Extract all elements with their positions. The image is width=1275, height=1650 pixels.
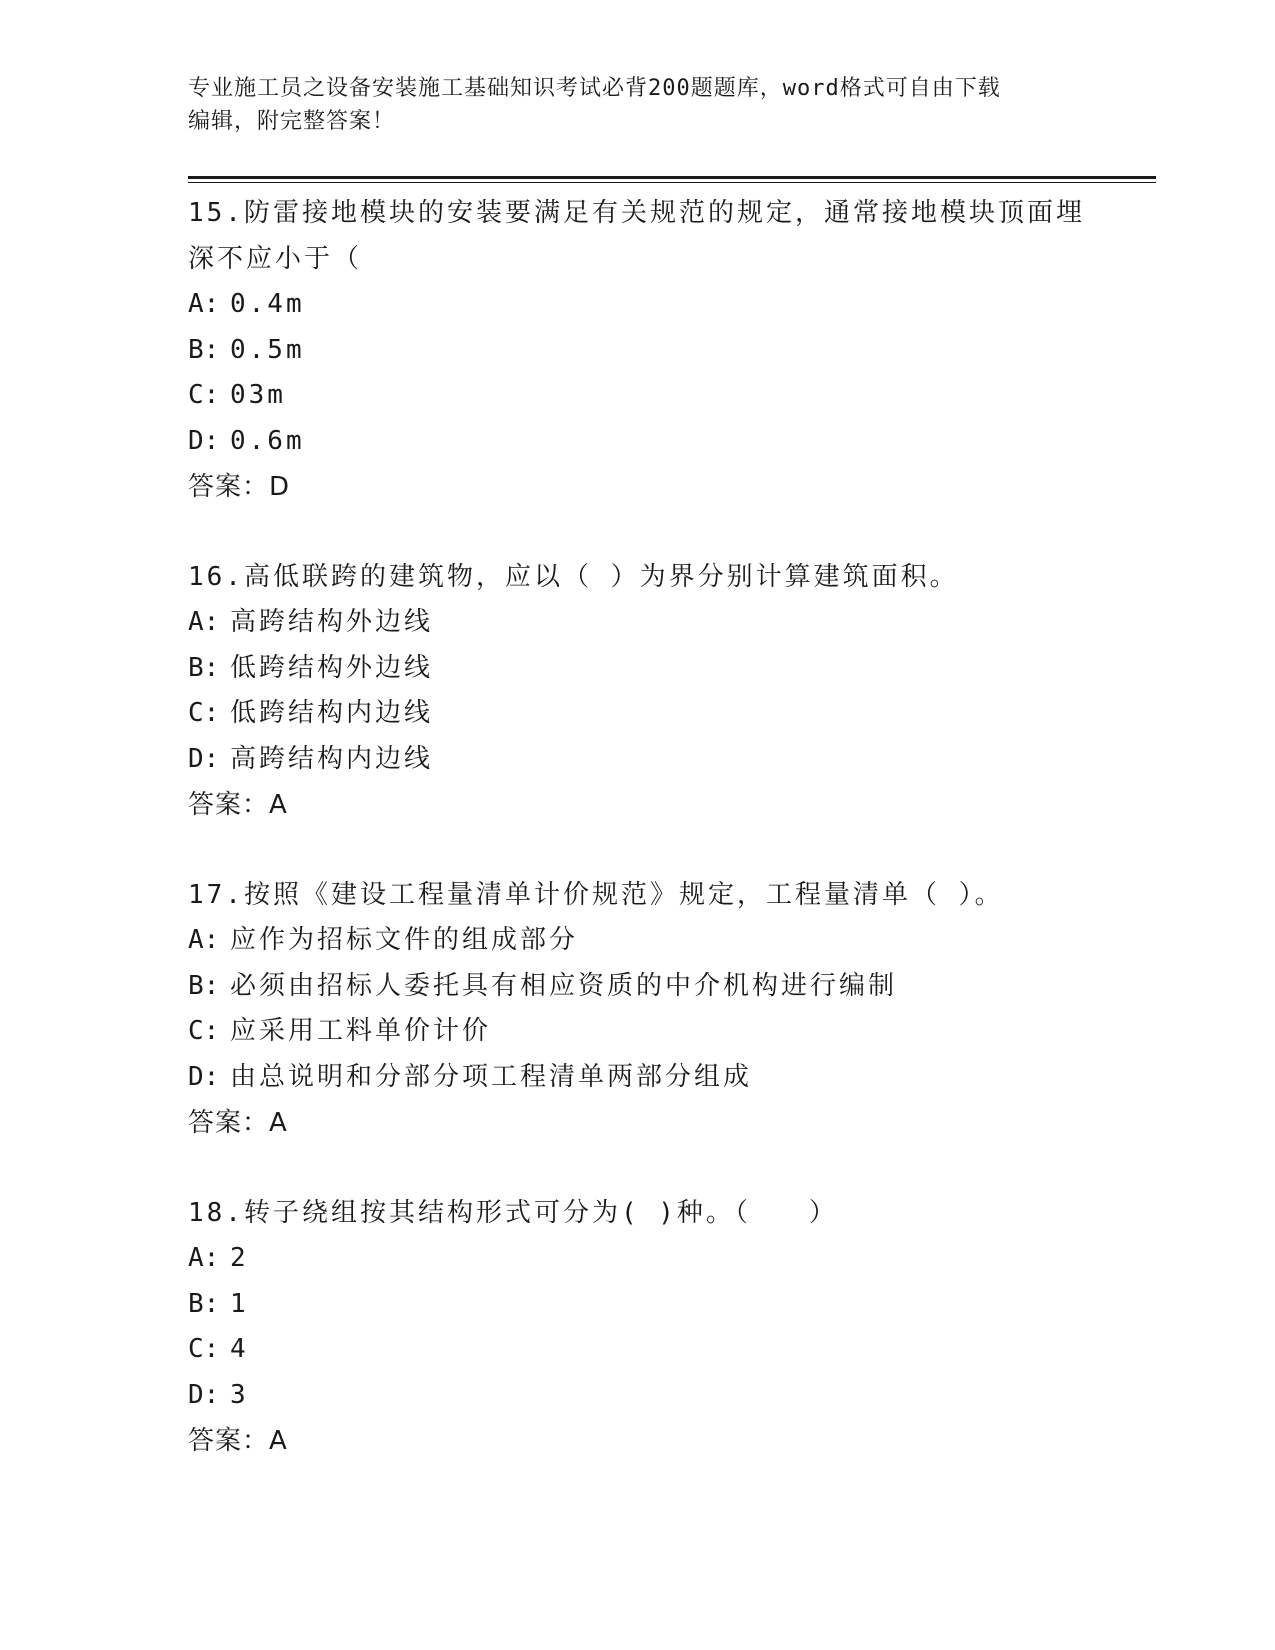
option-b [188,964,1148,1010]
option-text: 低跨结构内边线 [230,698,434,728]
option-a [188,918,1148,964]
option-text: 应采用工料单价计价 [230,1016,492,1046]
option-letter: A: [188,1243,220,1273]
question-spacer [188,1146,1148,1190]
option-letter: B: [188,334,220,365]
option-b [188,328,1148,374]
question-spacer [188,510,1148,554]
header-divider-thick [188,176,1156,179]
option-letter: A: [188,607,220,637]
question-15 [188,190,1148,510]
option-text: 必须由招标人委托具有相应资质的中介机构进行编制 [230,970,898,1001]
option-d [188,1055,1148,1101]
option-text: 由总说明和分部分项工程清单两部分组成 [230,1061,753,1092]
question-stem: 16.高低联跨的建筑物，应以（ ）为界分别计算建筑面积。 [188,562,959,592]
option-d [188,1373,1148,1419]
option-letter: B: [188,970,220,1001]
answer-line: 答案：A [188,790,288,820]
header-title-line-1: 专业施工员之设备安装施工基础知识考试必背200题题库，word格式可自由下载 [188,76,1001,101]
option-text: 0.6m [230,425,305,456]
option-text: 低跨结构外边线 [230,652,434,683]
header-divider-thin [188,182,1156,183]
option-letter: D: [188,1379,220,1410]
option-text: 1 [230,1288,249,1319]
document-header [188,72,1088,138]
option-letter: C: [188,1016,220,1046]
header-title-line-2: 编辑，附完整答案！ [188,109,396,134]
option-letter: D: [188,425,220,456]
answer-line: 答案：A [188,1108,288,1138]
option-text: 0.4m [230,289,305,319]
question-list [188,190,1148,1464]
option-letter: B: [188,652,220,683]
option-a [188,600,1148,646]
question-spacer [188,828,1148,872]
option-letter: C: [188,698,220,728]
option-d [188,419,1148,465]
option-letter: C: [188,380,220,410]
option-text: 4 [230,1334,249,1364]
option-d [188,737,1148,783]
option-letter: D: [188,743,220,774]
answer-line: 答案：A [188,1426,288,1456]
option-letter: D: [188,1061,220,1092]
question-17 [188,872,1148,1146]
option-c [188,691,1148,737]
option-text: 2 [230,1243,249,1273]
option-b [188,646,1148,692]
question-stem: 15.防雷接地模块的安装要满足有关规范的规定，通常接地模块顶面埋深不应小于（ [188,198,1085,274]
option-letter: B: [188,1288,220,1319]
option-letter: A: [188,289,220,319]
question-stem: 18.转子绕组按其结构形式可分为( )种。（ ） [188,1198,838,1228]
option-text: 0.5m [230,334,305,365]
option-letter: A: [188,925,220,955]
question-stem: 17.按照《建设工程量清单计价规范》规定，工程量清单（ ）。 [188,880,1004,910]
option-b [188,1282,1148,1328]
option-text: 3 [230,1379,249,1410]
option-a [188,282,1148,328]
option-a [188,1236,1148,1282]
option-letter: C: [188,1334,220,1364]
option-c [188,373,1148,419]
question-16 [188,554,1148,828]
answer-line: 答案：D [188,472,291,502]
option-text: 03m [230,380,286,410]
option-text: 应作为招标文件的组成部分 [230,925,579,955]
option-c [188,1327,1148,1373]
option-text: 高跨结构外边线 [230,607,434,637]
option-c [188,1009,1148,1055]
option-text: 高跨结构内边线 [230,743,434,774]
question-18 [188,1190,1148,1464]
